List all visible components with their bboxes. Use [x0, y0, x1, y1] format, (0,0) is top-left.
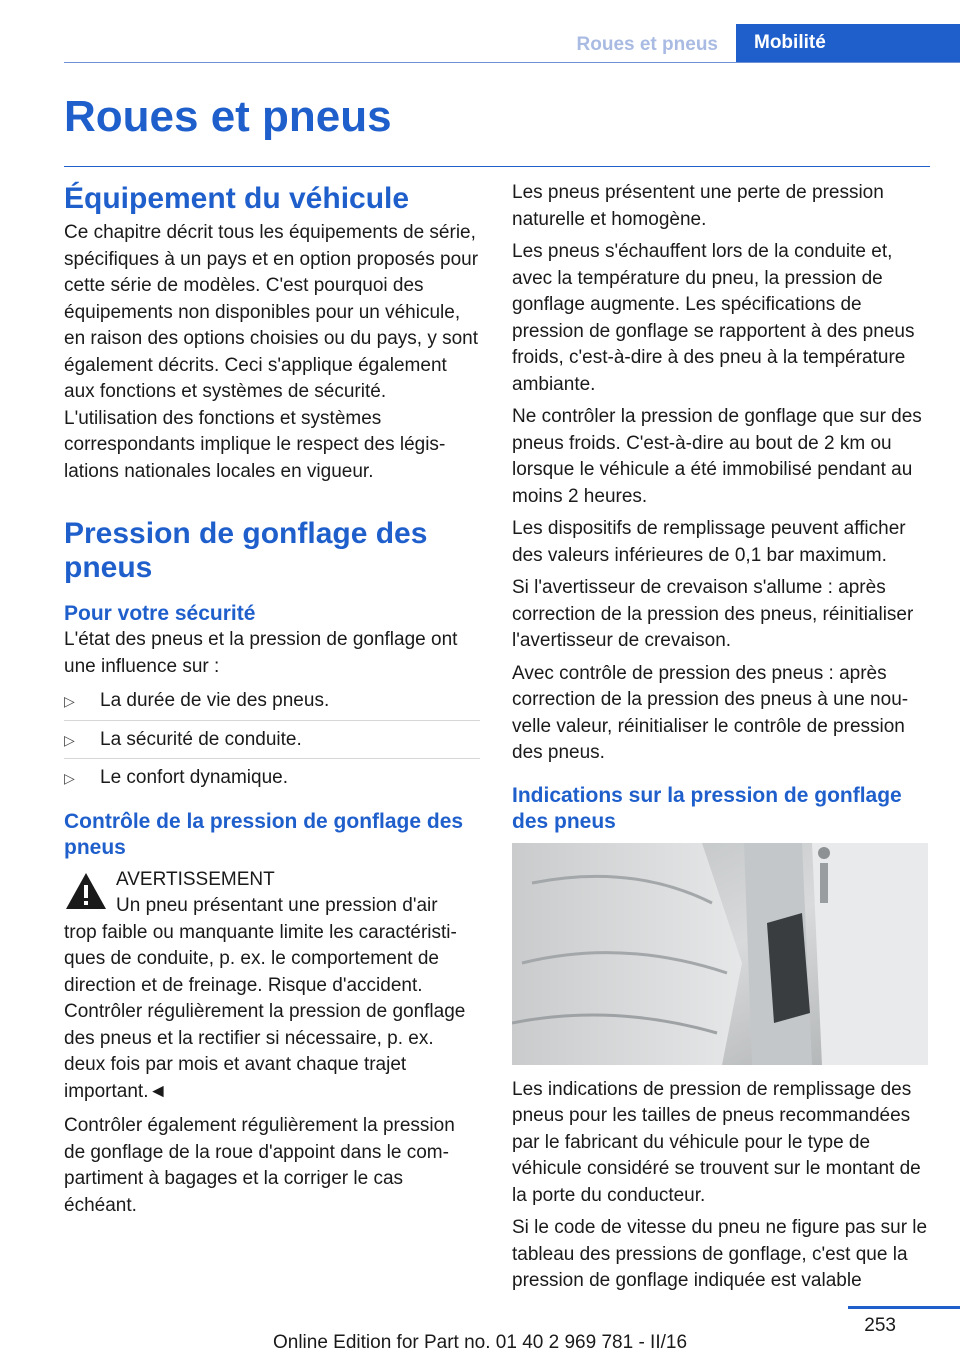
- footer-edition: Online Edition for Part no. 01 40 2 969 781 - II/16: [272, 1332, 688, 1353]
- paragraph-speed-code: Si le code de vitesse du pneu ne figure pas sur le tableau des pressions de gonflage, c'est que la pression de gonflage indiquée est valable: [512, 1217, 928, 1291]
- paragraph-pressure-loss: Les pneus présentent une perte de pression naturelle et homogène.: [512, 182, 884, 230]
- heading-tire-pressure: Pression de gonflage des pneus: [64, 517, 428, 584]
- door-pillar-photo: [512, 843, 928, 1065]
- header-chapter-tab[interactable]: Mobilité: [736, 24, 960, 62]
- list-item-text: La sécurité de conduite.: [100, 728, 302, 750]
- paragraph-devices: Les dispositifs de remplissage peuvent afficher des valeurs inférieures de 0,1 bar maximum.: [512, 518, 906, 566]
- warning-box: [64, 867, 480, 1106]
- title-rule: [64, 166, 930, 167]
- page-title: Roues et pneus: [64, 92, 392, 141]
- paragraph-puncture-warning: Si l'avertisseur de crevaison s'allume : après correction de la pression des pneus, réinitialiser l'avertisseur de crevaison.: [512, 577, 914, 651]
- paragraph-cold-check: Ne contrôler la pression de gonflage que sur des pneus froids. C'est-à-dire au bout de 2 km ou lorsque le véhicule a été immobilisé pendant au moins 2 heures.: [512, 406, 922, 507]
- paragraph-heating: Les pneus s'échauffent lors de la conduite et, avec la température du pneu, la pression de gonflage augmente. Les spécifications de pression de gonflage se rapportent à des pneus froids, c'est-à-dire à des pneu à la température ambiante.: [512, 241, 915, 395]
- page-number: 253: [864, 1315, 896, 1336]
- paragraph-safety: L'état des pneus et la pression de gonflage ont une influence sur :: [64, 629, 458, 677]
- paragraph-spare-wheel: Contrôler également régulièrement la pression de gonflage de la roue d'appoint dans le compartiment à bagages et la corriger le cas échéant.: [64, 1115, 455, 1216]
- heading-equipment: Équipement du véhicule: [64, 182, 410, 215]
- warning-triangle-icon: [64, 871, 108, 911]
- warning-lead: Un pneu présentant une pression d'air: [116, 895, 438, 916]
- header-rule: [64, 62, 960, 63]
- right-column: [512, 180, 928, 1301]
- header-section-tab[interactable]: Roues et pneus: [576, 34, 718, 55]
- list-item: [64, 688, 480, 721]
- triangle-right-icon: ▷: [64, 731, 75, 748]
- heading-safety: Pour votre sécurité: [64, 602, 256, 625]
- warning-title: AVERTISSEMENT: [116, 868, 275, 890]
- warning-body: trop faible ou manquante limite les caractéristiques de conduite, p. ex. le comportement de direction et de freinage. Risque d'accident. Contrôler régulièrement la pression de gonflage des pneus et la rectifier si nécessaire, p. ex. deux fois par mois et avant chaque trajet important.◄: [64, 921, 466, 1102]
- heading-pressure-indications: Indications sur la pression de gonflage des pneus: [512, 783, 902, 833]
- list-item: [64, 765, 480, 797]
- heading-pressure-control: Contrôle de la pression de gonflage des pneus: [64, 809, 464, 859]
- list-item-text: Le confort dynamique.: [100, 767, 289, 788]
- paragraph-indications: Les indications de pression de remplissage des pneus pour les tailles de pneus recommandées par le fabricant du véhicule pour le type de véhicule considéré se trouvent sur le montant de la porte du conducteur.: [512, 1078, 921, 1206]
- left-column: [64, 180, 480, 1225]
- triangle-right-icon: ▷: [64, 693, 75, 709]
- list-item-text: La durée de vie des pneus.: [100, 690, 330, 711]
- safety-bullet-list: [64, 688, 480, 797]
- paragraph-equipment: Ce chapitre décrit tous les équipements de série, spécifiques à un pays et en option proposés pour cette série de modèles. C'est pourquoi des équipements non disponibles pour un véhicule, en raison des options choisies ou du pays, y sont également décrits. Ceci s'applique également aux fonctions et systèmes de sécurité. L'utilisation des fonctions et systèmes correspondants implique le respect des législations nationales locales en vigueur.: [64, 222, 479, 482]
- footer-rule: [848, 1306, 960, 1309]
- list-item: [64, 727, 480, 760]
- paragraph-pressure-monitor: Avec contrôle de pression des pneus : après correction de la pression des pneus à une nouvelle valeur, réinitialiser le contrôle de pression des pneus.: [512, 662, 909, 763]
- triangle-right-icon: ▷: [64, 770, 75, 786]
